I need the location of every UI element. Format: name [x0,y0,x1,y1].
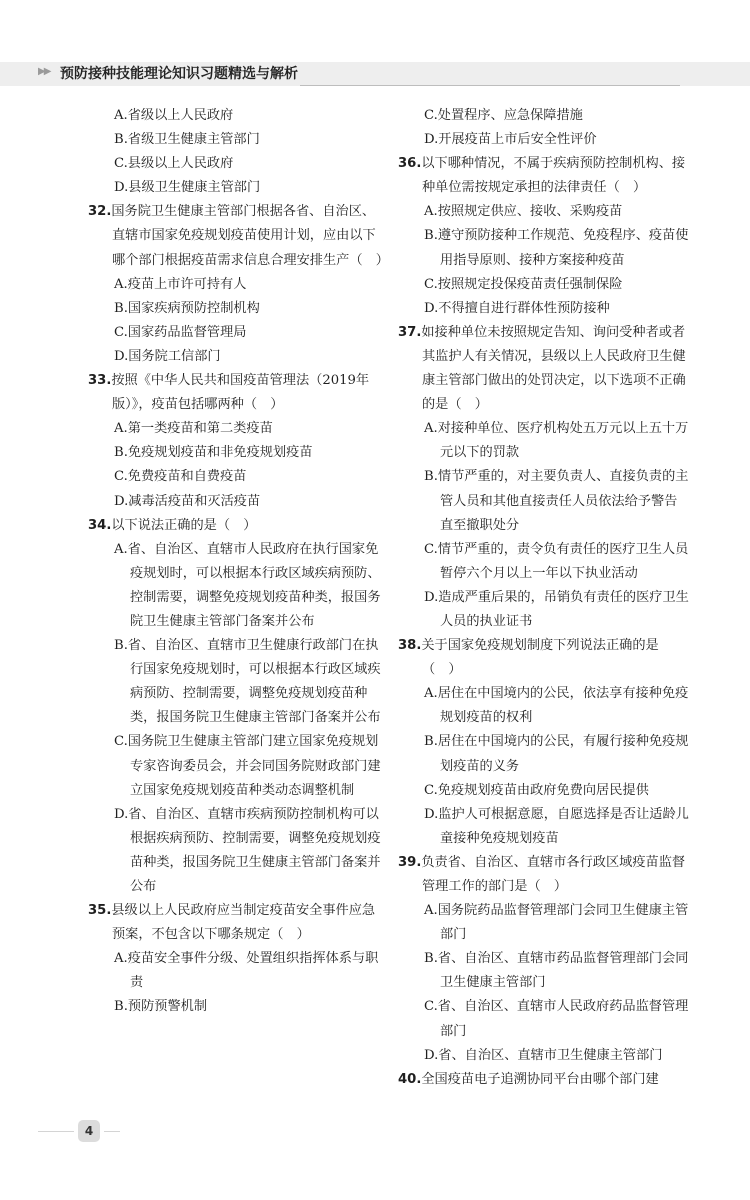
q33-option-b: B.免疫规划疫苗和非免疫规划疫苗 [114,445,313,461]
q36-option-b: B.遵守预防接种工作规范、免疫程序、疫苗使用指导原则、接种方案接种疫苗 [424,228,689,268]
q37-option-a: A.对接种单位、医疗机构处五万元以上五十万元以下的罚款 [424,421,689,461]
question-text: 全国疫苗电子追溯协同平台由哪个部门建 [421,1071,659,1087]
question-number: 36. [398,156,422,172]
q35-option-b: B.预防预警机制 [114,999,208,1015]
question-35 [88,899,388,947]
question-number: 35. [88,903,112,919]
q34-option-c: C.国务院卫生健康主管部门建立国家免疫规划专家咨询委员会，并会同国务院财政部门建立国家免疫规划疫苗种类动态调整机制 [114,734,381,798]
q38-option-a: A.居住在中国境内的公民，依法享有接种免疫规划疫苗的权利 [424,686,689,726]
page-number: 4 [78,1120,100,1142]
q36-option-a: A.按照规定供应、接收、采购疫苗 [424,204,623,220]
q33-option-a: A.第一类疫苗和第二类疫苗 [114,421,273,437]
question-text: 国务院卫生健康主管部门根据各省、自治区、直辖市国家免疫规划疫苗使用计划，应由以下哪个部门根据疫苗需求信息合理安排生产（ ） [111,204,389,268]
running-head-title: 预防接种技能理论知识习题精选与解析 [60,66,298,82]
question-text: 按照《中华人民共和国疫苗管理法（2019年版）》，疫苗包括哪两种（ ） [111,373,370,413]
q39-option-a: A.国务院药品监督管理部门会同卫生健康主管部门 [424,903,689,943]
q31-option-c: C.县级以上人民政府 [114,156,234,172]
question-text: 以下说法正确的是（ ） [111,517,257,533]
q38-option-c: C.免疫规划疫苗由政府免费向居民提供 [424,782,649,798]
question-number: 34. [88,517,112,533]
q33-option-d: D.减毒活疫苗和灭活疫苗 [114,493,261,509]
question-text: 县级以上人民政府应当制定疫苗安全事件应急预案，不包含以下哪条规定（ ） [111,903,376,943]
question-40 [398,1068,690,1092]
q34-option-a: A.省、自治区、直辖市人民政府在执行国家免疫规划时，可以根据本行政区域疾病预防、控制需要，调整免疫规划疫苗种类，报国务院卫生健康主管部门备案并公布 [114,541,381,629]
header-arrow-icon: ▶▶ [38,66,50,77]
q36-option-c: C.按照规定投保疫苗责任强制保险 [424,276,623,292]
q37-option-c: C.情节严重的，责令负有责任的医疗卫生人员暂停六个月以上一年以下执业活动 [424,541,689,581]
question-36 [398,152,690,200]
question-number: 39. [398,854,422,870]
q34-option-b: B.省、自治区、直辖市卫生健康行政部门在执行国家免疫规划时，可以根据本行政区域疾病预防、控制需要，调整免疫规划疫苗种类，报国务院卫生健康主管部门备案并公布 [114,638,381,726]
q34-option-d: D.省、自治区、直辖市疾病预防控制机构可以根据疾病预防、控制需要，调整免疫规划疫苗种类，报国务院卫生健康主管部门备案并公布 [114,806,381,894]
question-33 [88,369,388,417]
question-39 [398,851,690,899]
q35-option-d: D.开展疫苗上市后安全性评价 [424,132,597,148]
q31-option-b: B.省级卫生健康主管部门 [114,132,260,148]
q39-option-c: C.省、自治区、直辖市人民政府药品监督管理部门 [424,999,689,1039]
footer-rule-right [104,1131,120,1132]
q32-option-c: C.国家药品监督管理局 [114,324,247,340]
question-text: 关于国家免疫规划制度下列说法正确的是（ ） [421,638,659,678]
q39-option-d: D.省、自治区、直辖市卫生健康主管部门 [424,1047,663,1063]
q32-option-a: A.疫苗上市许可持有人 [114,276,247,292]
q31-option-d: D.县级卫生健康主管部门 [114,180,261,196]
q35-option-c: C.处置程序、应急保障措施 [424,108,583,123]
q35-option-a: A.疫苗安全事件分级、处置组织指挥体系与职责 [114,951,379,991]
q33-option-c: C.免费疫苗和自费疫苗 [114,469,247,485]
question-text: 负责省、自治区、直辖市各行政区域疫苗监督管理工作的部门是（ ） [421,854,686,894]
question-text: 如接种单位未按照规定告知、询问受种者或者其监护人有关情况，县级以上人民政府卫生健康主管部门做出的处罚决定，以下选项不正确的是（ ） [421,324,686,413]
q31-option-a: A.省级以上人民政府 [114,108,234,123]
q38-option-d: D.监护人可根据意愿，自愿选择是否让适龄儿童接种免疫规划疫苗 [424,806,689,846]
question-text: 以下哪种情况，不属于疾病预防控制机构、接种单位需按规定承担的法律责任（ ） [421,156,686,196]
question-number: 33. [88,373,112,389]
question-37 [398,321,690,417]
footer-rule-left [38,1131,74,1132]
question-32 [88,200,388,272]
left-column [88,104,388,1020]
question-number: 32. [88,204,112,220]
q37-option-d: D.造成严重后果的，吊销负有责任的医疗卫生人员的执业证书 [424,589,689,629]
question-number: 37. [398,324,422,340]
question-38 [398,634,690,682]
q37-option-b: B.情节严重的，对主要负责人、直接负责的主管人员和其他直接责任人员依法给予警告直至撤职处分 [424,469,689,533]
q36-option-d: D.不得擅自进行群体性预防接种 [424,300,610,316]
q39-option-b: B.省、自治区、直辖市药品监督管理部门会同卫生健康主管部门 [424,951,689,991]
question-number: 40. [398,1071,422,1087]
q32-option-d: D.国务院工信部门 [114,348,221,364]
question-number: 38. [398,638,422,654]
right-column [398,104,690,1092]
header-rule [300,85,680,86]
question-34 [88,514,388,538]
q32-option-b: B.国家疾病预防控制机构 [114,300,260,316]
q38-option-b: B.居住在中国境内的公民，有履行接种免疫规划疫苗的义务 [424,734,689,774]
